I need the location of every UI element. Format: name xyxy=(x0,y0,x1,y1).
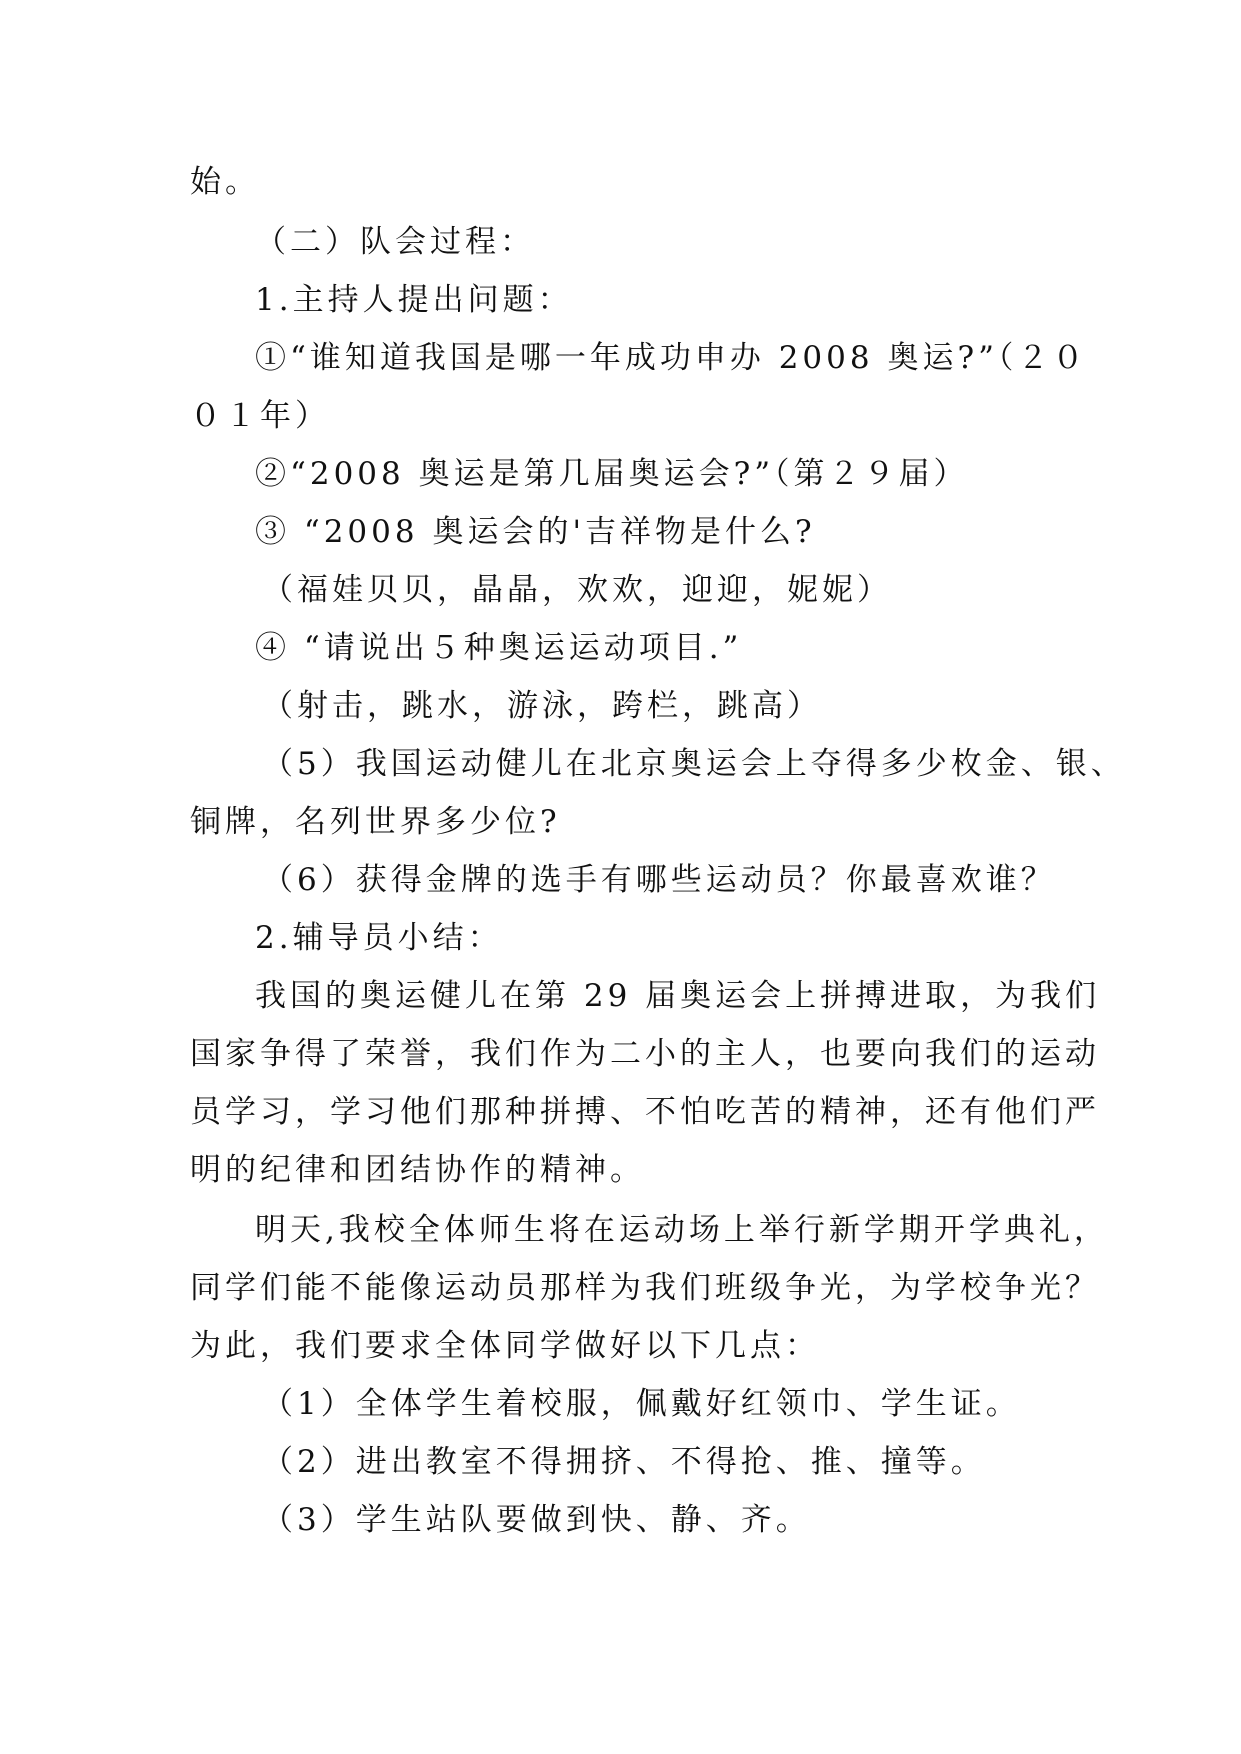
question-5-line-2: 铜牌，名列世界多少位? xyxy=(190,804,561,840)
question-1-line-2: ０１年） xyxy=(190,398,330,434)
question-6: （6）获得金牌的选手有哪些运动员？你最喜欢谁？ xyxy=(262,862,1056,898)
requirement-2: （2）进出教室不得拥挤、不得抢、推、撞等。 xyxy=(262,1444,986,1480)
question-3: ③ “2008 奥运会的'吉祥物是什么? xyxy=(255,514,816,550)
text-line-1: 始。 xyxy=(190,164,260,200)
announcement-paragraph-line-3: 为此，我们要求全体同学做好以下几点： xyxy=(190,1328,820,1364)
requirement-3: （3）学生站队要做到快、静、齐。 xyxy=(262,1502,811,1538)
question-4: ④ “请说出５种奥运运动项目.” xyxy=(255,630,743,666)
numbered-heading-host-questions: 1.主持人提出问题： xyxy=(255,282,573,318)
answer-3: （福娃贝贝，晶晶，欢欢，迎迎，妮妮） xyxy=(262,572,892,608)
question-2: ②“2008 奥运是第几届奥运会?”（第２９届） xyxy=(255,456,969,492)
question-1-line-1: ①“谁知道我国是哪一年成功申办 2008 奥运?”（２０ xyxy=(255,340,1088,376)
summary-paragraph-line-4: 明的纪律和团结协作的精神。 xyxy=(190,1152,645,1188)
answer-4: （射击，跳水，游泳，跨栏，跳高） xyxy=(262,688,822,724)
section-heading-process: （二）队会过程： xyxy=(255,224,535,260)
summary-paragraph-line-3: 员学习，学习他们那种拼搏、不怕吃苦的精神，还有他们严 xyxy=(190,1094,1100,1130)
numbered-heading-summary: 2.辅导员小结： xyxy=(255,920,503,956)
summary-paragraph-line-2: 国家争得了荣誉，我们作为二小的主人，也要向我们的运动 xyxy=(190,1036,1100,1072)
requirement-1: （1）全体学生着校服，佩戴好红领巾、学生证。 xyxy=(262,1386,1021,1422)
announcement-paragraph-line-2: 同学们能不能像运动员那样为我们班级争光，为学校争光？ xyxy=(190,1270,1100,1306)
question-5-line-1: （5）我国运动健儿在北京奥运会上夺得多少枚金、银、 xyxy=(262,746,1126,782)
summary-paragraph-line-1: 我国的奥运健儿在第 29 届奥运会上拼搏进取，为我们 xyxy=(255,978,1101,1014)
announcement-paragraph-line-1: 明天,我校全体师生将在运动场上举行新学期开学典礼， xyxy=(255,1212,1109,1248)
